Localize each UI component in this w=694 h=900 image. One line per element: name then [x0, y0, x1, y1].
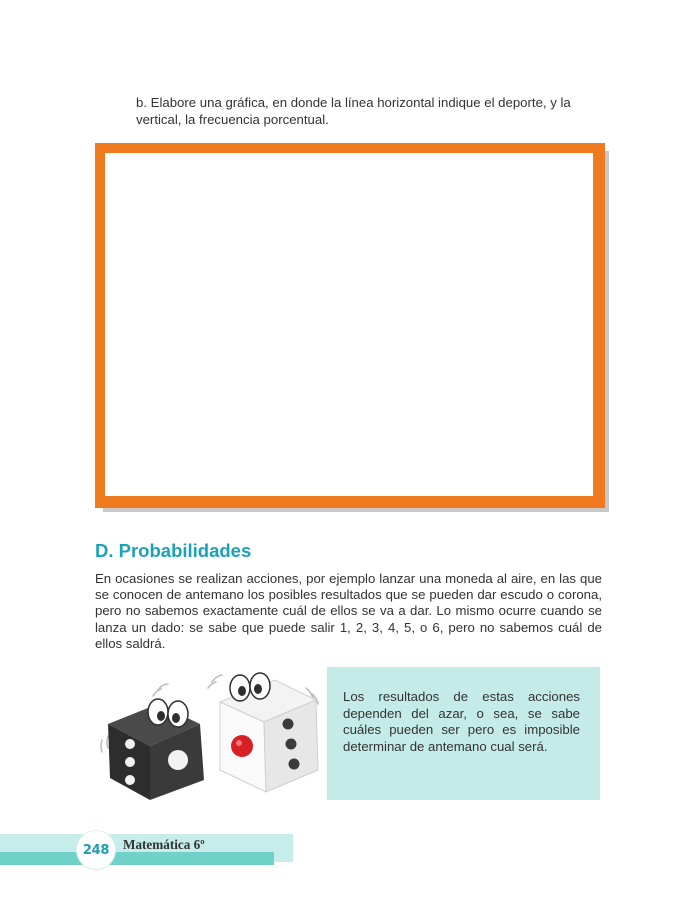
- page-number: 248: [77, 831, 115, 869]
- footer-bar: [0, 852, 274, 865]
- info-callout-box: [327, 667, 600, 800]
- exercise-instruction: b. Elabore una gráfica, en donde la línea horizontal indique el deporte, y la vertical, la frecuencia porcentual.: [136, 95, 571, 127]
- white-die: [220, 673, 318, 792]
- graph-drawing-area: [95, 143, 605, 508]
- callout-text: Los resultados de estas acciones dependen del azar, o sea, se sabe cuáles pueden ser pero es imposible determinar de antemano cual será.: [343, 689, 580, 754]
- black-die: [108, 699, 204, 800]
- orange-frame: [95, 143, 605, 508]
- book-title: Matemática 6º: [123, 837, 205, 852]
- cartoon-dice-icon: [100, 662, 322, 802]
- section-title: D. Probabilidades: [95, 540, 252, 561]
- section-intro-paragraph: En ocasiones se realizan acciones, por ejemplo lanzar una moneda al aire, en las que se conocen de antemano los posibles resultados que se pueden dar escudo o corona, pero no sabemos exactamente cuál de ellos se va a dar. Lo mismo ocurre cuando se lanza un dado: se sabe que puede salir 1, 2, 3, 4, 5, o 6, pero no sabemos cuál de ellos saldrá.: [95, 571, 602, 651]
